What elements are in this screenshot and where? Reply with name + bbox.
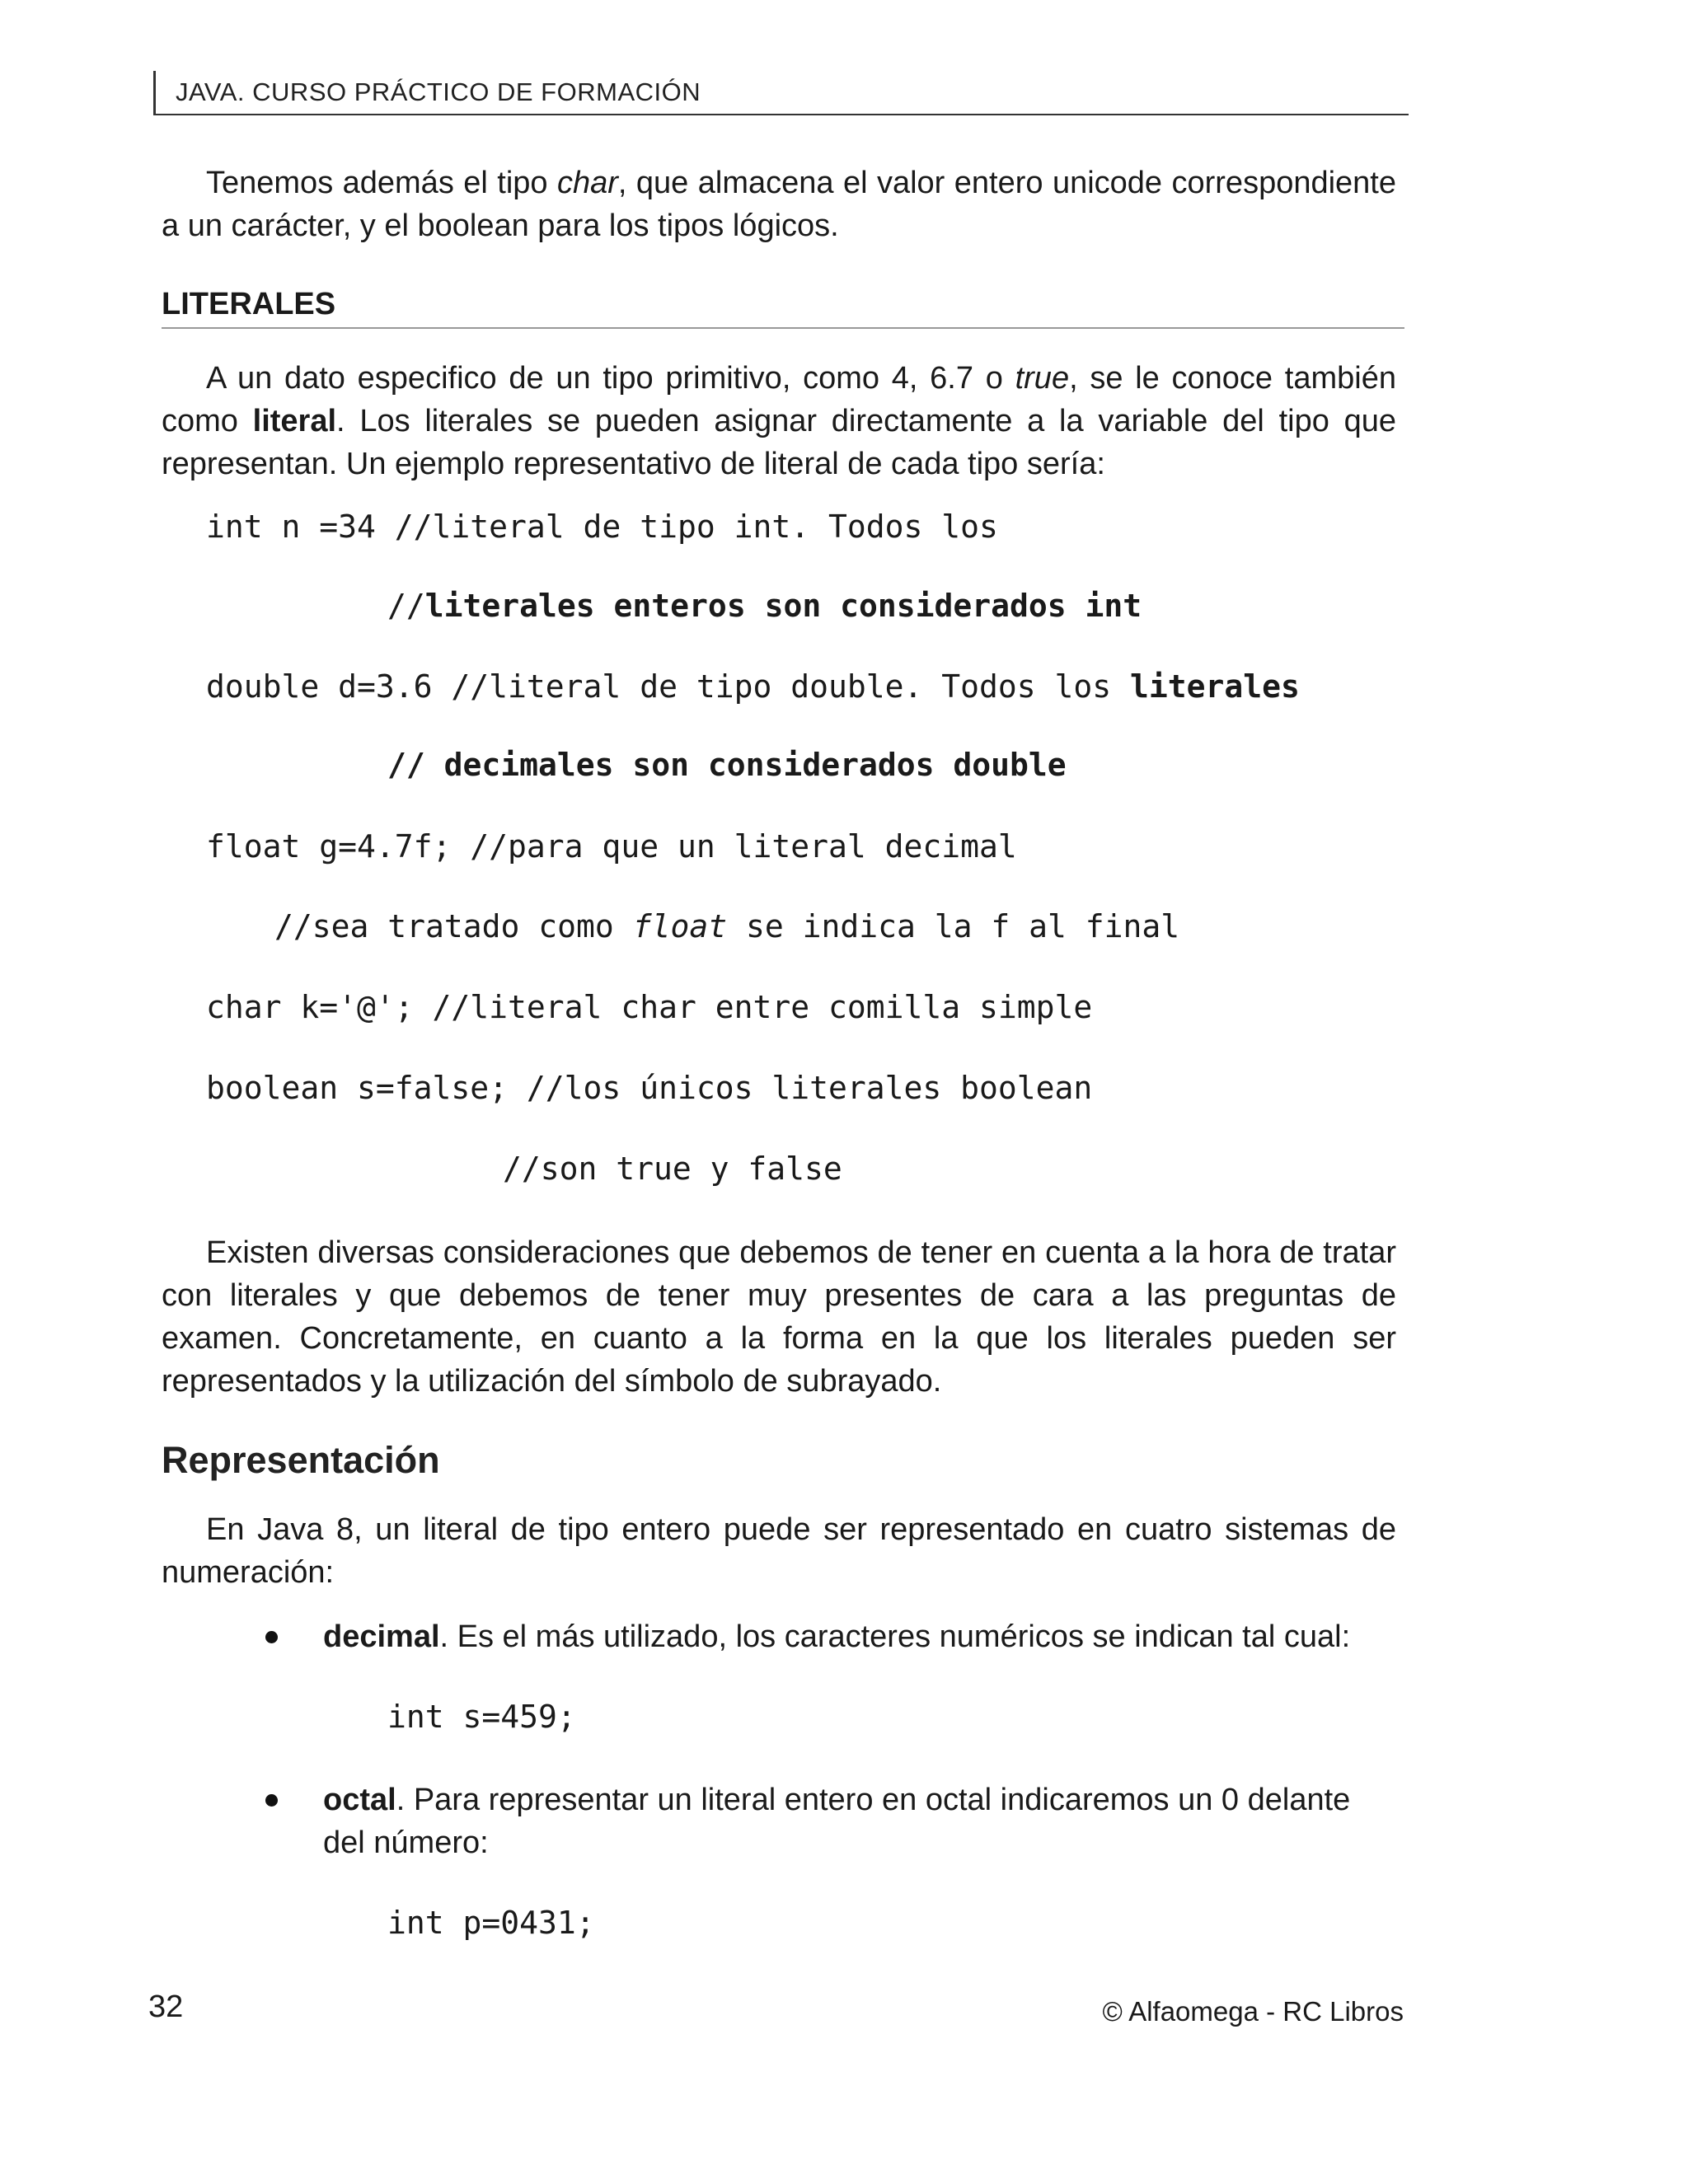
representation-paragraph: En Java 8, un literal de tipo entero puede ser representado en cuatro sistemas de numeración: [162,1512,1396,1590]
code-line-8: boolean s=false; //los únicos literales boolean [206,1070,1093,1106]
running-header [153,71,1409,115]
literal-text-2: , se le conoce también como [162,361,1396,438]
intro-emphasis: char [556,166,618,200]
code-line-7: char k='@'; //literal char entre comilla simple [206,989,1093,1025]
bullet-icon [265,1794,278,1807]
code-example-octal: int p=0431; [387,1905,595,1941]
section-title: LITERALES [162,287,1404,329]
subsection-heading: Representación [162,1439,440,1481]
considerations-paragraph: Existen diversas consideraciones que debemos de tener en cuenta a la hora de tratar con literales y que debemos de tener muy presentes de cara a las preguntas de examen. Concretamente, en cuanto a la forma en la que los literales pueden ser representados y la utilización del símbolo de subrayado. [162,1235,1396,1399]
literal-emphasis: true [1015,361,1070,396]
intro-text-1: Tenemos además el tipo [206,166,557,200]
literal-text-1: A un dato especifico de un tipo primitivo, como 4, 6.7 o [206,361,1015,396]
literal-paragraph [162,357,1396,485]
code-line-2-bold: literales enteros son considerados int [424,588,1142,624]
bullet-description: . Es el más utilizado, los caracteres numéricos se indican tal cual: [439,1619,1351,1654]
code-line-3 [206,666,1300,707]
intro-paragraph [162,162,1396,247]
code-line-1: int n =34 //literal de tipo int. Todos los [206,509,998,545]
publisher-credit: © Alfaomega - RC Libros [1102,1996,1404,2027]
bullet-description: . Para representar un literal entero en octal indicaremos un 0 delante del número: [323,1783,1351,1860]
code-line-2-prefix: // [387,588,425,624]
code-line-6-emphasis: float [632,908,728,944]
code-line-2 [387,585,1142,626]
code-line-3-bold: literales [1130,668,1300,705]
code-line-5: float g=4.7f; //para que un literal decimal [206,828,1017,865]
literal-text-3: . Los literales se pueden asignar directamente a la variable del tipo que representan. Un ejemplo representativo de literal de cada tipo sería: [162,404,1396,481]
code-line-4-bold: // decimales son considerados double [387,747,1067,783]
code-line-6-prefix: //sea tratado como [274,908,633,944]
code-line-4 [387,744,1067,785]
code-line-3-prefix: double d=3.6 //literal de tipo double. Todos los [206,668,1131,705]
page-number: 32 [148,1990,184,2024]
intro-text-2: , que almacena el valor entero unicode correspondiente a un carácter, y el boolean para los tipos lógicos. [162,166,1397,243]
bullet-term: decimal [323,1619,440,1654]
bullet-term: octal [323,1783,396,1817]
header-title: JAVA. CURSO PRÁCTICO DE FORMACIÓN [176,77,701,106]
bullet-icon [265,1631,278,1643]
code-example-decimal: int s=459; [387,1699,576,1735]
code-line-9: //son true y false [503,1151,842,1187]
code-line-6 [274,906,1179,947]
literal-strong: literal [252,404,337,438]
bullet-item-octal [323,1779,1396,1864]
bullet-item-decimal [323,1615,1396,1658]
code-line-6-suffix: se indica la f al final [727,908,1180,944]
